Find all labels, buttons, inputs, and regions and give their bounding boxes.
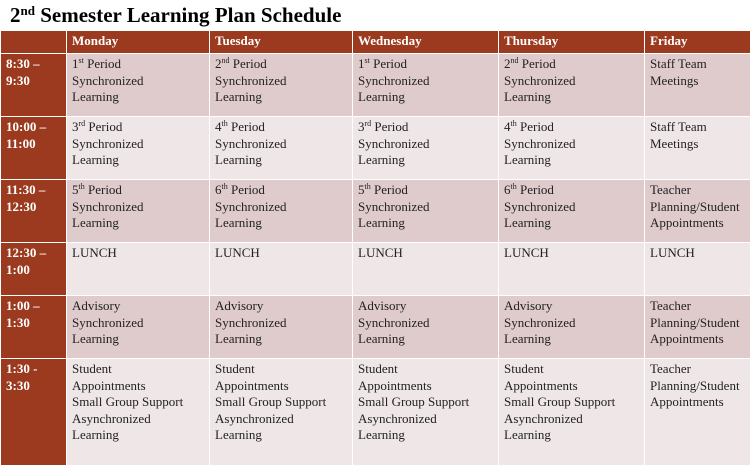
period-label: Period <box>85 119 123 134</box>
cell-line: Appointments <box>504 377 578 393</box>
cell-line: Small Group Support <box>72 394 184 409</box>
time-line: 8:30 – <box>6 56 40 71</box>
schedule-cell-friday <box>645 117 750 180</box>
period-ordinal-suffix: rd <box>364 119 372 128</box>
time-line: 11:30 – <box>6 182 46 197</box>
cell-line: Synchronized <box>215 198 287 214</box>
schedule-row <box>1 180 750 243</box>
time-line: 10:00 – <box>6 119 47 134</box>
period-label: Period <box>227 119 265 134</box>
cell-line: Synchronized <box>215 314 287 330</box>
cell-line: Appointments <box>215 377 289 393</box>
schedule-cell-wednesday <box>353 54 499 117</box>
cell-line: Learning <box>215 331 262 346</box>
cell-line: Learning <box>215 89 262 104</box>
cell-line: Planning/Student <box>650 377 740 393</box>
title-ordinal-suffix: nd <box>20 3 35 18</box>
cell-line <box>358 119 493 136</box>
schedule-cell-monday <box>67 117 210 180</box>
cell-line: Appointments <box>650 394 724 409</box>
schedule-row <box>1 243 750 296</box>
period-label: Period <box>371 119 409 134</box>
time-line: 9:30 <box>6 72 30 88</box>
cell-line: Teacher <box>650 298 691 313</box>
period-label: Period <box>516 119 554 134</box>
period-ordinal-suffix: nd <box>221 56 230 65</box>
cell-line: Asynchronized <box>215 410 294 426</box>
time-line: 3:30 <box>6 377 30 393</box>
cell-line: LUNCH <box>504 245 549 260</box>
cell-line: Synchronized <box>504 72 576 88</box>
schedule-cell-tuesday <box>210 180 353 243</box>
cell-line: Small Group Support <box>504 394 616 409</box>
cell-line: Planning/Student <box>650 314 740 330</box>
cell-line: Synchronized <box>358 198 430 214</box>
title-ordinal: 2 <box>10 3 21 27</box>
schedule-cell-wednesday <box>353 243 499 296</box>
cell-line <box>358 182 493 199</box>
cell-line: Small Group Support <box>358 394 470 409</box>
period-number: 6 <box>215 182 222 197</box>
period-number: 2 <box>215 56 222 71</box>
cell-line: Advisory <box>72 298 121 313</box>
period-label: Period <box>83 56 122 71</box>
period-label: Period <box>84 182 122 197</box>
time-line: 1:00 <box>6 261 30 277</box>
period-number: 5 <box>358 182 365 197</box>
cell-line: Advisory <box>215 298 264 313</box>
cell-line: Learning <box>72 152 119 167</box>
time-line: 1:30 <box>6 314 30 330</box>
cell-line: LUNCH <box>215 245 260 260</box>
schedule-cell-monday <box>67 243 210 296</box>
cell-line: Learning <box>215 427 262 442</box>
header-row <box>1 31 750 54</box>
schedule-cell-tuesday <box>210 296 353 359</box>
cell-line: LUNCH <box>650 245 695 260</box>
cell-line: Asynchronized <box>72 410 151 426</box>
cell-line: Staff Team <box>650 119 707 134</box>
cell-line: Learning <box>504 152 551 167</box>
cell-line: Learning <box>358 427 405 442</box>
cell-line <box>72 119 204 136</box>
cell-line: Synchronized <box>215 135 287 151</box>
cell-line: Small Group Support <box>215 394 327 409</box>
schedule-row <box>1 54 750 117</box>
cell-line: Learning <box>504 331 551 346</box>
cell-line: Planning/Student <box>650 198 740 214</box>
cell-line <box>215 56 347 73</box>
time-line: 1:00 – <box>6 298 40 313</box>
cell-line <box>215 182 347 199</box>
cell-line: LUNCH <box>72 245 117 260</box>
cell-line: Appointments <box>72 377 146 393</box>
cell-line: Advisory <box>504 298 553 313</box>
schedule-body <box>1 54 750 466</box>
cell-line <box>504 56 639 73</box>
period-label: Period <box>518 56 556 71</box>
cell-line <box>358 56 493 73</box>
period-label: Period <box>369 56 408 71</box>
cell-line <box>504 182 639 199</box>
cell-line: Appointments <box>650 215 724 230</box>
schedule-cell-friday <box>645 296 750 359</box>
cell-line: Learning <box>72 427 119 442</box>
cell-line: Synchronized <box>72 135 144 151</box>
cell-line: Student <box>215 361 255 376</box>
cell-line: LUNCH <box>358 245 403 260</box>
schedule-cell-thursday <box>499 180 645 243</box>
cell-line: Synchronized <box>72 314 144 330</box>
cell-line: Synchronized <box>358 72 430 88</box>
schedule-cell-tuesday <box>210 243 353 296</box>
cell-line: Learning <box>215 152 262 167</box>
schedule-row <box>1 117 750 180</box>
period-number: 1 <box>358 56 365 71</box>
schedule-cell-wednesday <box>353 359 499 466</box>
schedule-cell-monday <box>67 296 210 359</box>
period-label: Period <box>229 56 267 71</box>
cell-line <box>504 119 639 136</box>
schedule-cell-wednesday <box>353 180 499 243</box>
cell-line: Synchronized <box>215 72 287 88</box>
period-ordinal-suffix: rd <box>78 119 86 128</box>
period-ordinal-suffix: th <box>510 182 517 191</box>
period-ordinal-suffix: st <box>78 56 84 65</box>
time-slot <box>1 296 67 359</box>
cell-line: Learning <box>72 331 119 346</box>
time-line: 12:30 <box>6 198 37 214</box>
schedule-table <box>0 30 750 466</box>
cell-line: Asynchronized <box>358 410 437 426</box>
period-number: 1 <box>72 56 79 71</box>
cell-line: Synchronized <box>72 72 144 88</box>
cell-line: Learning <box>358 331 405 346</box>
cell-line: Synchronized <box>504 198 576 214</box>
cell-line: Synchronized <box>504 135 576 151</box>
period-number: 6 <box>504 182 511 197</box>
schedule-cell-tuesday <box>210 117 353 180</box>
cell-line: Teacher <box>650 361 691 376</box>
cell-line: Learning <box>215 215 262 230</box>
schedule-cell-wednesday <box>353 296 499 359</box>
cell-line: Student <box>358 361 398 376</box>
schedule-cell-wednesday <box>353 117 499 180</box>
schedule-cell-thursday <box>499 117 645 180</box>
cell-line: Synchronized <box>358 314 430 330</box>
cell-line: Synchronized <box>358 135 430 151</box>
period-number: 3 <box>72 119 79 134</box>
period-ordinal-suffix: th <box>221 119 228 128</box>
header-tuesday: Tuesday <box>210 31 353 54</box>
period-ordinal-suffix: st <box>364 56 370 65</box>
cell-line: Synchronized <box>72 198 144 214</box>
period-number: 4 <box>215 119 222 134</box>
cell-line: Teacher <box>650 182 691 197</box>
cell-line: Learning <box>504 89 551 104</box>
period-number: 5 <box>72 182 79 197</box>
schedule-row <box>1 296 750 359</box>
cell-line: Learning <box>504 215 551 230</box>
cell-line: Appointments <box>358 377 432 393</box>
period-label: Period <box>370 182 408 197</box>
cell-line <box>215 119 347 136</box>
schedule-cell-friday <box>645 359 750 466</box>
period-number: 3 <box>358 119 365 134</box>
time-slot <box>1 180 67 243</box>
time-line: 12:30 – <box>6 245 47 260</box>
header-wednesday: Wednesday <box>353 31 499 54</box>
period-label: Period <box>516 182 554 197</box>
title-text: Semester Learning Plan Schedule <box>34 3 342 27</box>
time-slot <box>1 359 67 466</box>
cell-line <box>72 56 204 73</box>
cell-line: Learning <box>504 427 551 442</box>
cell-line: Meetings <box>650 135 699 151</box>
cell-line: Learning <box>72 89 119 104</box>
period-ordinal-suffix: th <box>221 182 228 191</box>
schedule-cell-friday <box>645 54 750 117</box>
schedule-cell-monday <box>67 359 210 466</box>
schedule-cell-tuesday <box>210 359 353 466</box>
schedule-cell-friday <box>645 243 750 296</box>
period-number: 2 <box>504 56 511 71</box>
schedule-cell-thursday <box>499 243 645 296</box>
cell-line: Synchronized <box>504 314 576 330</box>
schedule-cell-thursday <box>499 359 645 466</box>
schedule-cell-tuesday <box>210 54 353 117</box>
schedule-row <box>1 359 750 466</box>
header-corner <box>1 31 67 54</box>
header-friday: Friday <box>645 31 750 54</box>
period-number: 4 <box>504 119 511 134</box>
cell-line: Learning <box>358 89 405 104</box>
schedule-cell-monday <box>67 180 210 243</box>
period-ordinal-suffix: nd <box>510 56 519 65</box>
time-line: 11:00 <box>6 135 36 151</box>
schedule-cell-thursday <box>499 296 645 359</box>
time-slot <box>1 117 67 180</box>
cell-line: Student <box>504 361 544 376</box>
header-thursday: Thursday <box>499 31 645 54</box>
time-slot <box>1 243 67 296</box>
cell-line: Student <box>72 361 112 376</box>
cell-line <box>72 182 204 199</box>
header-monday: Monday <box>67 31 210 54</box>
period-label: Period <box>227 182 265 197</box>
period-ordinal-suffix: th <box>364 182 371 191</box>
cell-line: Learning <box>358 152 405 167</box>
schedule-cell-monday <box>67 54 210 117</box>
cell-line: Learning <box>72 215 119 230</box>
page-title <box>10 0 341 30</box>
period-ordinal-suffix: th <box>78 182 85 191</box>
cell-line: Advisory <box>358 298 407 313</box>
schedule-cell-thursday <box>499 54 645 117</box>
cell-line: Asynchronized <box>504 410 583 426</box>
cell-line: Staff Team <box>650 56 707 71</box>
time-slot <box>1 54 67 117</box>
cell-line: Appointments <box>650 331 724 346</box>
cell-line: Learning <box>358 215 405 230</box>
cell-line: Meetings <box>650 72 699 88</box>
time-line: 1:30 - <box>6 361 38 376</box>
schedule-cell-friday <box>645 180 750 243</box>
period-ordinal-suffix: th <box>510 119 517 128</box>
